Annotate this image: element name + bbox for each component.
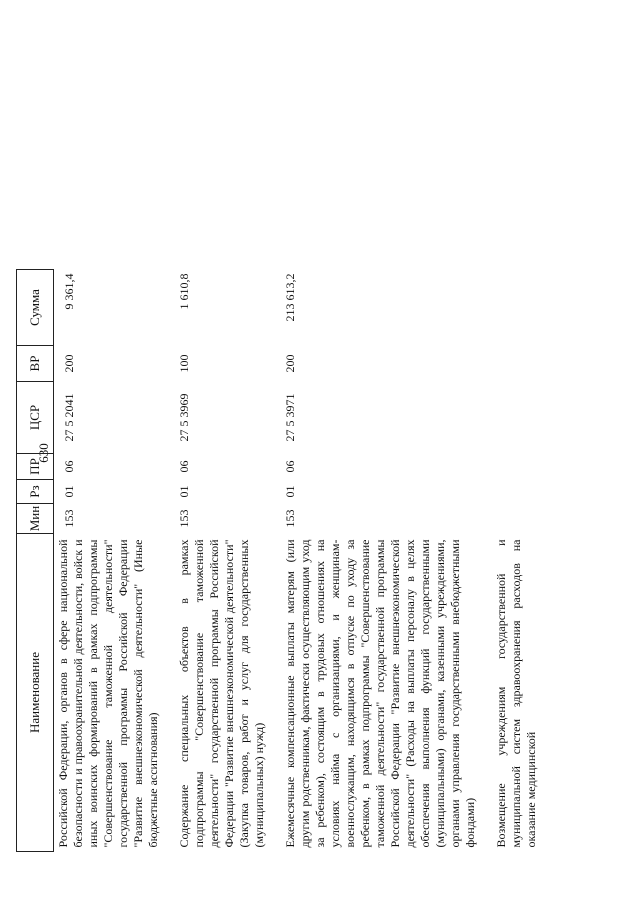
row-pr: 06 (177, 460, 191, 473)
rotated-page-content (0, 52, 640, 852)
row-pr (486, 454, 547, 480)
page-number: 630 (36, 443, 51, 463)
row-rz (486, 480, 547, 504)
row-csr: 27 5 3971 (283, 393, 297, 442)
row-vr: 200 (283, 354, 297, 373)
row-min: 153 (62, 509, 76, 528)
row-pr: 06 (283, 460, 297, 473)
table-row (54, 270, 170, 852)
table-row (486, 270, 547, 852)
row-sum: 9 361,4 (62, 273, 76, 310)
header-pr: ПР (17, 454, 54, 480)
header-name: Наименование (17, 534, 54, 852)
row-csr: 27 5 2041 (62, 393, 76, 442)
row-vr (486, 346, 547, 382)
row-min (486, 504, 547, 534)
row-pr: 06 (62, 460, 76, 473)
row-vr: 100 (177, 354, 191, 373)
table-row (275, 270, 486, 852)
table-header-row (17, 270, 54, 852)
row-sum: 1 610,8 (177, 273, 191, 310)
row-vr: 200 (62, 354, 76, 373)
row-name: Российской Федерации, органов в сфере национальной безопасности и правоохранительной деятельности, войск и иных воинских формирований в рамках подпрограммы "Совершенствование таможенной деятельности" государственной программы Российской Федерации "Развитие внешнеэкономической деятельности" (Иные бюджетные ассигнования) (56, 539, 160, 848)
header-sum: Сумма (17, 270, 54, 346)
table-row (169, 270, 275, 852)
row-rz: 01 (177, 485, 191, 498)
row-min: 153 (177, 509, 191, 528)
row-min: 153 (283, 509, 297, 528)
row-rz: 01 (62, 485, 76, 498)
row-name: Ежемесячные компенсационные выплаты матерям (или другим родственникам, фактически осуществляющим уход за ребенком), состоящим в трудовых отношениях на условиях найма с организациями, и женщинам-военнослужащим, находящимся в отпуске по уходу за ребенком, в рамках подпрограммы "Совершенствование таможенной деятельности" государственной программы Российской Федерации "Развитие внешнеэкономической деятельности" (Расходы на выплаты персоналу в целях обеспечения выполнения функций государственными (муниципальными) органами, казенными учреждениями, органами управления государственными внебюджетными фондами) (283, 539, 477, 848)
budget-table (16, 269, 547, 852)
row-csr: 27 5 3969 (177, 393, 191, 442)
row-name: Содержание специальных объектов в рамках подпрограммы "Совершенствование таможенной деятельности" государственной программы Российской Федерации "Развитие внешнеэкономической деятельности" (Закупка товаров, работ и услуг для государственных (муниципальных) нужд) (177, 539, 266, 848)
header-min: Мин (17, 504, 54, 534)
row-rz: 01 (283, 485, 297, 498)
header-csr: ЦСР (17, 382, 54, 454)
row-name: Возмещение учреждениям государственной и муниципальной систем здравоохранения расходов на оказание медицинской (494, 539, 538, 848)
header-rz: Рз (17, 480, 54, 504)
row-sum (486, 270, 547, 346)
row-csr (486, 382, 547, 454)
header-vr: ВР (17, 346, 54, 382)
row-sum: 213 613,2 (283, 273, 297, 322)
